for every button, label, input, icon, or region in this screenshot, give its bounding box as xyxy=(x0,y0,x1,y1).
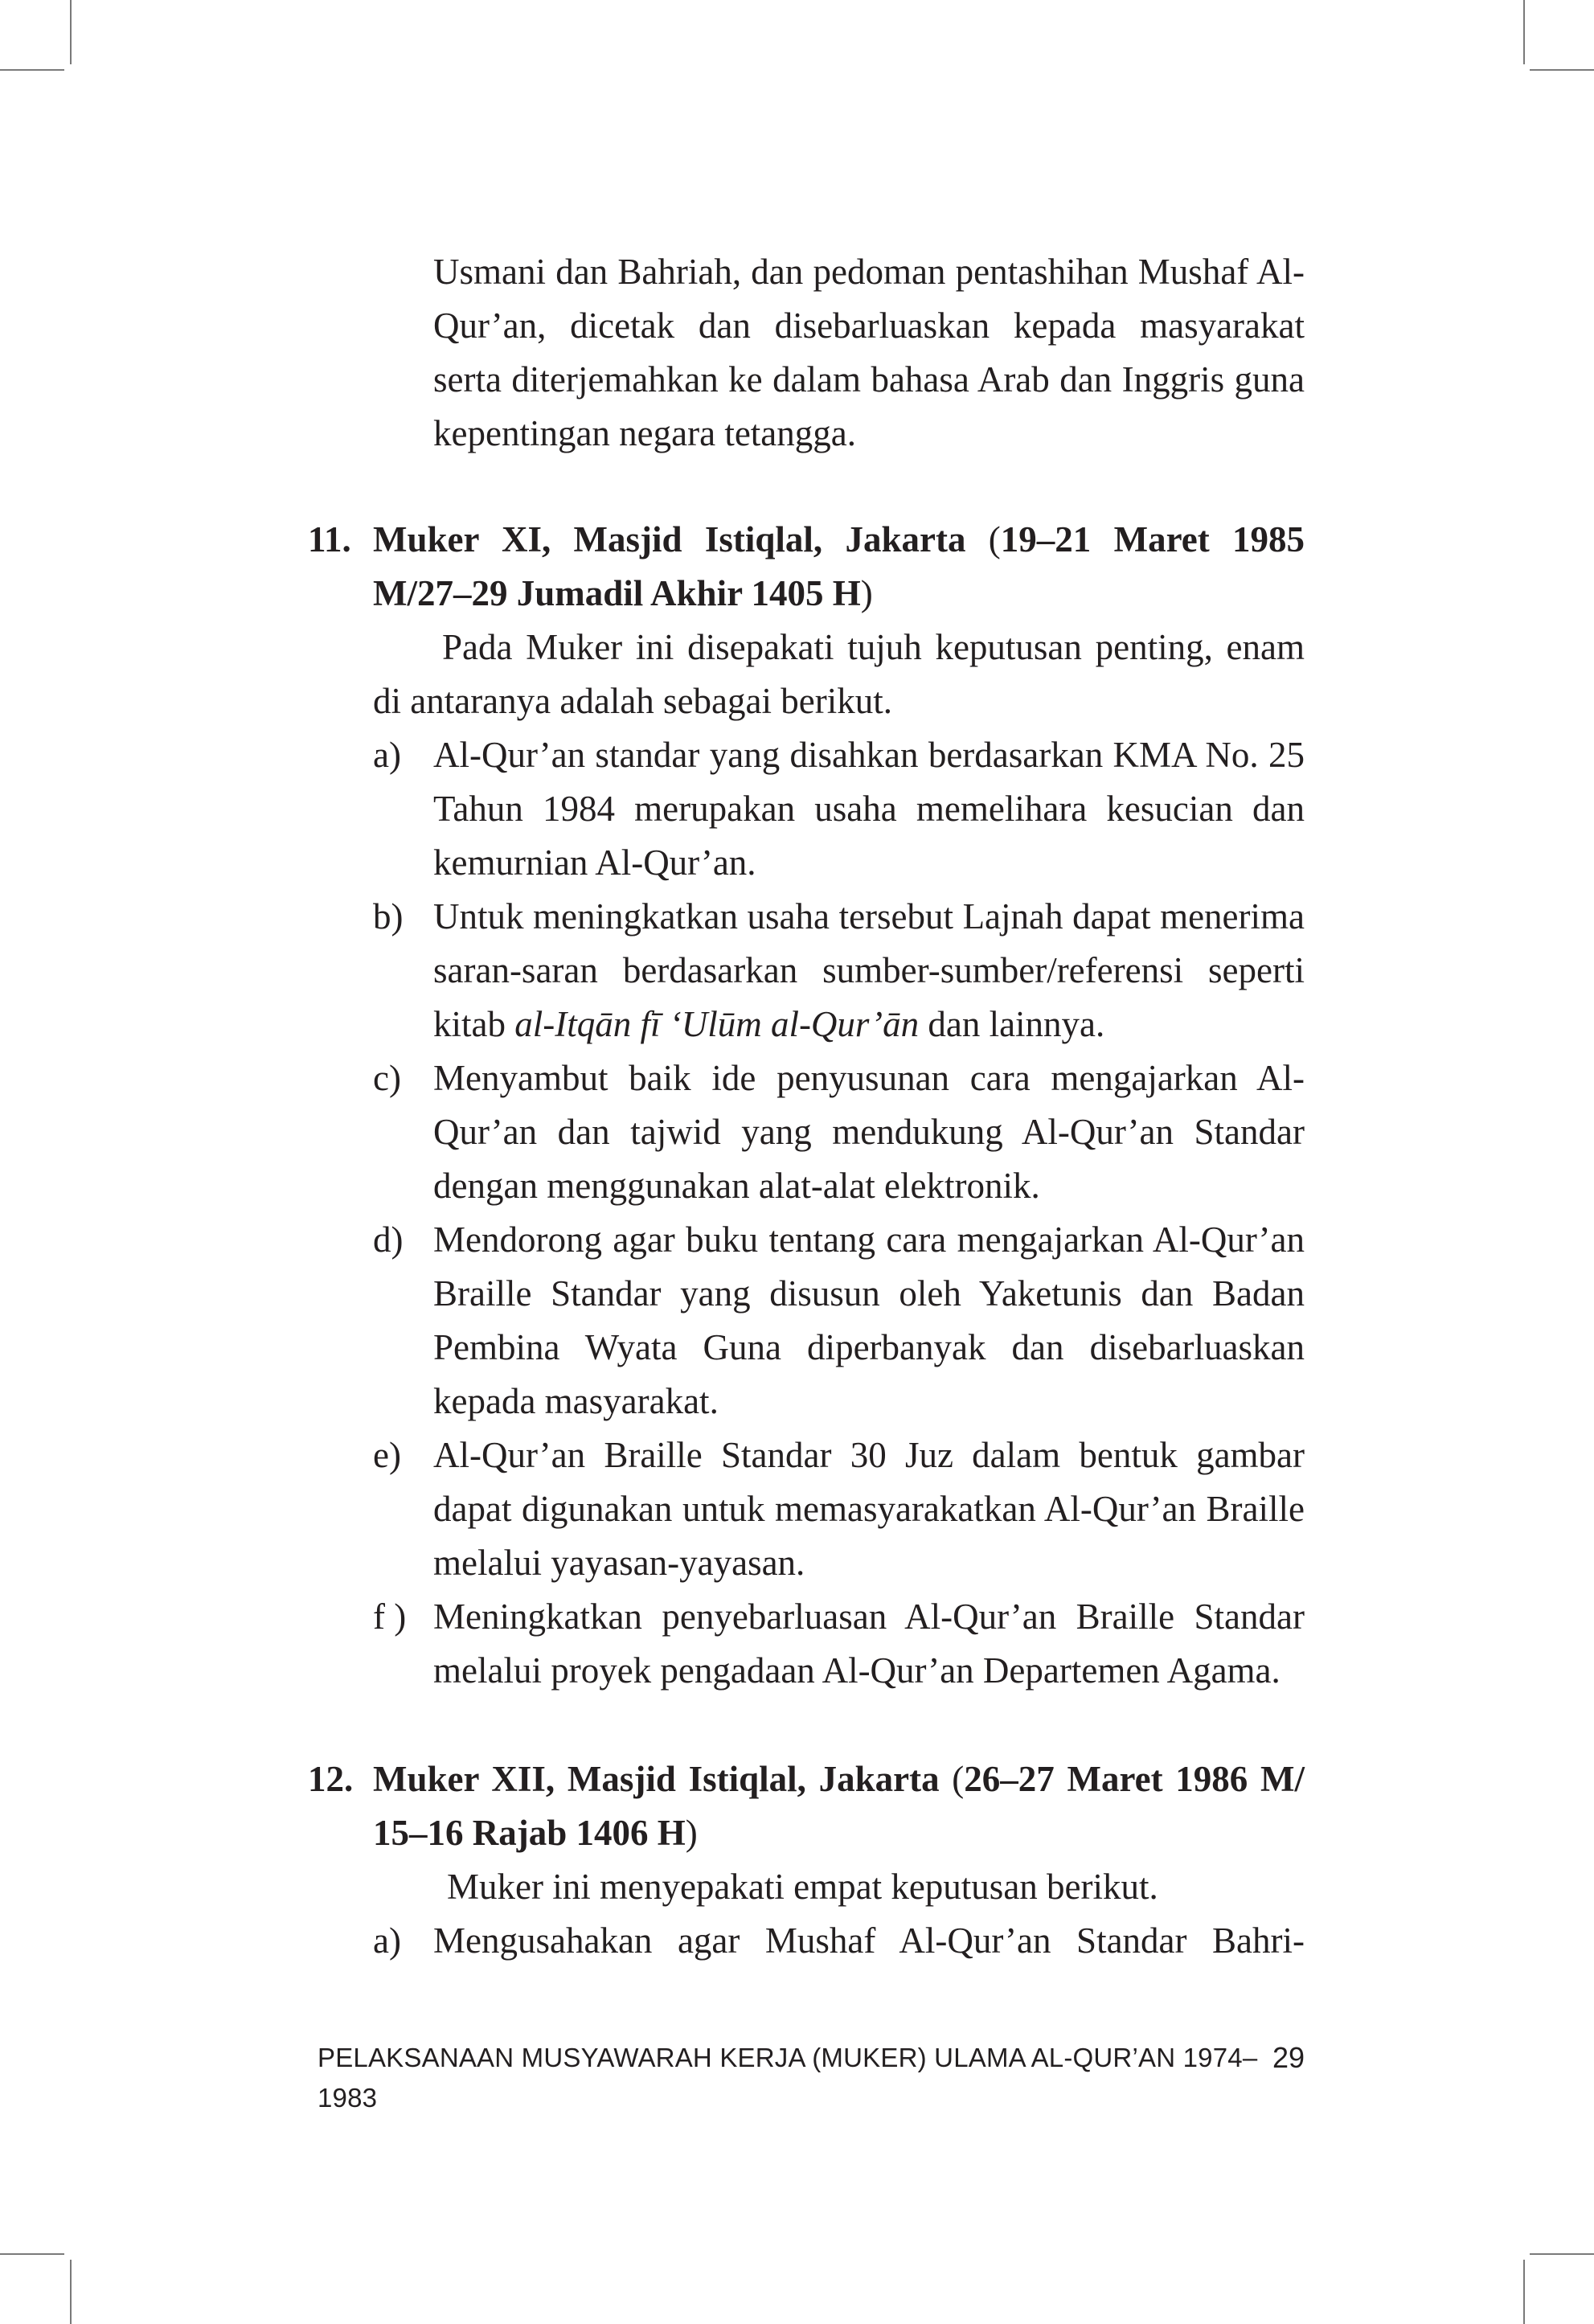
section-11 xyxy=(308,513,1305,1698)
section-11-number: 11. xyxy=(308,519,351,559)
crop-mark-top-left-vertical xyxy=(70,0,72,64)
list-item-text-after: dan lainnya. xyxy=(919,1004,1105,1044)
section-12-number: 12. xyxy=(308,1759,354,1799)
crop-mark-bottom-left-vertical xyxy=(70,2260,72,2324)
list-item-label: a) xyxy=(373,1920,401,1961)
section-12-title-wrap xyxy=(373,1752,1305,1860)
list-item xyxy=(373,1428,1305,1590)
list-item-text: Al-Qur’an Braille Standar 30 Juz dalam bentuk gambar dapat digunakan untuk memasyarakatkan Al-Qur’an Braille melalui yayasan-yayasan. xyxy=(433,1435,1305,1583)
section-12 xyxy=(308,1752,1305,1968)
section-11-body xyxy=(308,621,1305,1698)
crop-mark-top-left-horizontal xyxy=(0,69,64,71)
crop-mark-bottom-right-vertical xyxy=(1523,2260,1525,2324)
crop-mark-top-right-horizontal xyxy=(1530,69,1594,71)
section-12-paren-close: ) xyxy=(685,1813,698,1853)
list-item-label: d) xyxy=(373,1219,404,1260)
section-12-heading xyxy=(308,1752,1305,1860)
list-item-text xyxy=(433,890,1305,1051)
list-item-text: Al-Qur’an standar yang disahkan berdasarkan KMA No. 25 Tahun 1984 merupakan usaha memelihara kesucian dan kemurnian Al-Qur’an. xyxy=(433,735,1305,883)
list-item xyxy=(373,1914,1305,1968)
section-11-heading xyxy=(308,513,1305,621)
list-item xyxy=(373,1213,1305,1428)
page-footer xyxy=(318,2038,1305,2113)
section-12-intro: Muker ini menyepakati empat keputusan berikut. xyxy=(447,1867,1158,1907)
list-item-text: Mendorong agar buku tentang cara mengajarkan Al-Qur’an Braille Standar yang disusun oleh Yaketunis dan Badan Pembina Wyata Guna diperbanyak dan disebarluaskan kepada masyarakat. xyxy=(433,1219,1305,1421)
crop-mark-bottom-right-horizontal xyxy=(1530,2253,1594,2255)
list-item-label: a) xyxy=(373,735,401,775)
list-item-label: b) xyxy=(373,896,404,937)
crop-mark-bottom-left-horizontal xyxy=(0,2253,64,2255)
list-item xyxy=(373,1051,1305,1213)
section-12-body xyxy=(308,1860,1305,1968)
section-11-title-wrap xyxy=(373,513,1305,621)
section-12-title: Muker XII, Masjid Istiqlal, Jakarta xyxy=(373,1759,940,1799)
list-item-label: c) xyxy=(373,1058,401,1098)
section-11-title: Muker XI, Masjid Istiqlal, Jakarta xyxy=(373,519,966,559)
list-item-text: Meningkatkan penyebarluasan Al-Qur’an Braille Standar melalui proyek pengadaan Al-Qur’an Departemen Agama. xyxy=(433,1596,1305,1691)
list-item xyxy=(373,1590,1305,1698)
book-title: al-Itqān fī ‘Ulūm al-Qur’ān xyxy=(514,1004,920,1044)
list-item-text-before: Untuk meningkatkan usaha tersebut Lajnah dapat menerima saran-saran berdasarkan sumber-sumber/referensi seperti kitab xyxy=(433,896,1305,1044)
section-11-date: 19–21 Maret 1985 M/27–29 Jumadil Akhir 1405 H xyxy=(373,519,1305,613)
continuation-paragraph: Usmani dan Bahriah, dan pedoman pentashihan Mushaf Al-Qur’an, dicetak dan disebarluaskan kepada masyarakat serta diterjemahkan ke dalam bahasa Arab dan Inggris guna kepentingan negara tetangga. xyxy=(433,252,1305,453)
list-item-text: Menyambut baik ide penyusunan cara mengajarkan Al-Qur’an dan tajwid yang mendukung Al-Qur’an Standar dengan menggunakan alat-alat elektronik. xyxy=(433,1058,1305,1206)
list-item-text: Mengusahakan agar Mushaf Al-Qur’an Standar Bahri- xyxy=(433,1920,1305,1961)
list-item xyxy=(373,890,1305,1051)
section-11-paren-open: ( xyxy=(965,519,1001,559)
running-title: PELAKSANAAN MUSYAWARAH KERJA (MUKER) ULAMA AL-QUR’AN 1974–1983 xyxy=(318,2043,1258,2113)
page-body xyxy=(308,245,1305,1968)
section-11-paren-close: ) xyxy=(860,573,873,613)
list-item xyxy=(373,728,1305,890)
page-number: 29 xyxy=(1272,2041,1305,2074)
section-12-date: 26–27 Maret 1986 M/ 15–16 Rajab 1406 H xyxy=(373,1759,1305,1853)
section-12-paren-open: ( xyxy=(939,1759,965,1799)
section-11-intro: Pada Muker ini disepakati tujuh keputusan penting, enam di antaranya adalah sebagai berikut. xyxy=(373,627,1305,721)
list-item-label: e) xyxy=(373,1435,401,1475)
crop-mark-top-right-vertical xyxy=(1523,0,1525,64)
list-item-label: f ) xyxy=(373,1596,407,1637)
